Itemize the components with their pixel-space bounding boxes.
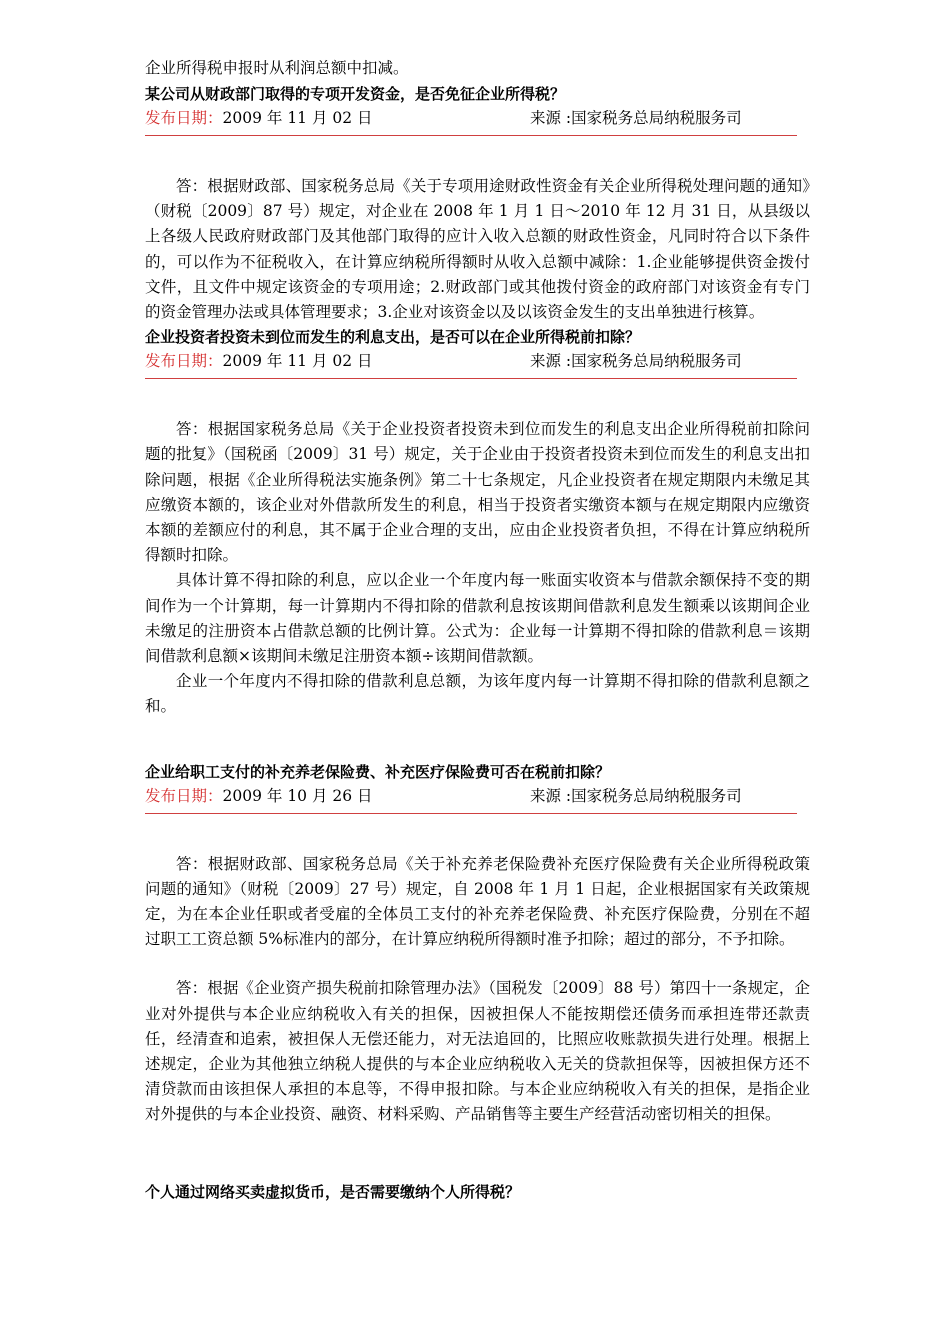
source-text: 来源 :国家税务总局纳税服务司 — [530, 109, 742, 127]
document-page — [145, 56, 810, 1204]
article-1 — [145, 82, 810, 325]
answer-paragraph: 答：根据《企业资产损失税前扣除管理办法》（国税发〔2009〕88 号）第四十一条规定，企业对外提供与本企业应纳税收入有关的担保，因被担保人不能按期偿还债务而承担连带还款责任，经清查和追索，被担保人无偿还能力，对无法追回的，比照应收账款损失进行处理。根据上述规定，企业为其他独立纳税人提供的与本企业应纳税收入无关的贷款担保等，因被担保方还不清贷款而由该担保人承担的本息等，不得申报扣除。与本企业应纳税收入有关的担保，是指企业对外提供的与本企业投资、融资、材料采购、产品销售等主要生产经营活动密切相关的担保。 — [145, 979, 810, 1124]
answer-paragraph: 企业一个年度内不得扣除的借款利息总额，为该年度内每一计算期不得扣除的借款利息额之和。 — [145, 672, 810, 716]
publish-date: 2009 年 10 月 26 日 — [222, 786, 373, 805]
date-label: 发布日期： — [145, 352, 223, 371]
answer-paragraph: 答：根据国家税务总局《关于企业投资者投资未到位而发生的利息支出企业所得税前扣除问题的批复》（国税函〔2009〕31 号）规定，关于企业由于投资者投资未到位而发生的利息支出扣除问题，根据《企业所得税法实施条例》第二十七条规定，凡企业投资者在规定期限内未缴足其应缴资本额的，该企业对外借款所发生的利息，相当于投资者实缴资本额与在规定期限内应缴资本额的差额应付的利息，其不属于企业合理的支出，应由企业投资者负担，不得在计算应纳税所得额时扣除。 — [145, 420, 810, 565]
source-text: 来源 :国家税务总局纳税服务司 — [530, 786, 742, 805]
date-label: 发布日期： — [145, 786, 223, 805]
article-meta — [145, 106, 810, 130]
date-label: 发布日期： — [145, 109, 223, 127]
source-text: 来源 :国家税务总局纳税服务司 — [530, 352, 742, 371]
publish-date: 2009 年 11 月 02 日 — [222, 352, 373, 371]
answer-paragraph: 答：根据财政部、国家税务总局《关于补充养老保险费补充医疗保险费有关企业所得税政策问题的通知》（财税〔2009〕27 号）规定，自 2008 年 1 月 1 日起，企业根据国家有关政策规定，为在本企业任职或者受雇的全体员工支付的补充养老保险费、补充医疗保险费，分别在不超过职工工资总额 5%标准内的部分，在计算应纳税所得额时准予扣除；超过的部分，不予扣除。 — [145, 854, 810, 949]
intro-line: 企业所得税申报时从利润总额中扣减。 — [145, 59, 409, 77]
article-meta — [145, 784, 810, 808]
question-heading: 个人通过网络买卖虚拟货币，是否需要缴纳个人所得税？ — [145, 1182, 521, 1201]
article-3 — [145, 760, 810, 1128]
question-heading: 企业给职工支付的补充养老保险费、补充医疗保险费可否在税前扣除？ — [145, 762, 611, 781]
article-2 — [145, 325, 810, 719]
question-heading: 某公司从财政部门取得的专项开发资金，是否免征企业所得税？ — [145, 85, 566, 103]
article-meta — [145, 349, 810, 373]
answer-paragraph: 具体计算不得扣除的利息，应以企业一个年度内每一账面实收资本与借款余额保持不变的期间作为一个计算期，每一计算期内不得扣除的借款利息按该期间借款利息发生额乘以该期间企业未缴足的注册资本占借款总额的比例计算。公式为：企业每一计算期不得扣除的借款利息＝该期间借款利息额×该期间未缴足注册资本额÷该期间借款额。 — [145, 571, 810, 666]
publish-date: 2009 年 11 月 02 日 — [222, 109, 373, 127]
question-heading: 企业投资者投资未到位而发生的利息支出，是否可以在企业所得税前扣除？ — [145, 328, 641, 347]
answer-paragraph: 答：根据财政部、国家税务总局《关于专项用途财政性资金有关企业所得税处理问题的通知》（财税〔2009〕87 号）规定，对企业在 2008 年 1 月 1 日～2010 年 12 月 31 日，从县级以上各级人民政府财政部门及其他部门取得的应计入收入总额的财政性资金，凡同时符合以下条件的，可以作为不征税收入，在计算应纳税所得额时从收入总额中减除：1.企业能够提供资金拨付文件，且文件中规定该资金的专项用途；2.财政部门或其他拨付资金的政府部门对该资金有专门的资金管理办法或具体管理要求；3.企业对该资金以及以该资金发生的支出单独进行核算。 — [145, 177, 810, 322]
